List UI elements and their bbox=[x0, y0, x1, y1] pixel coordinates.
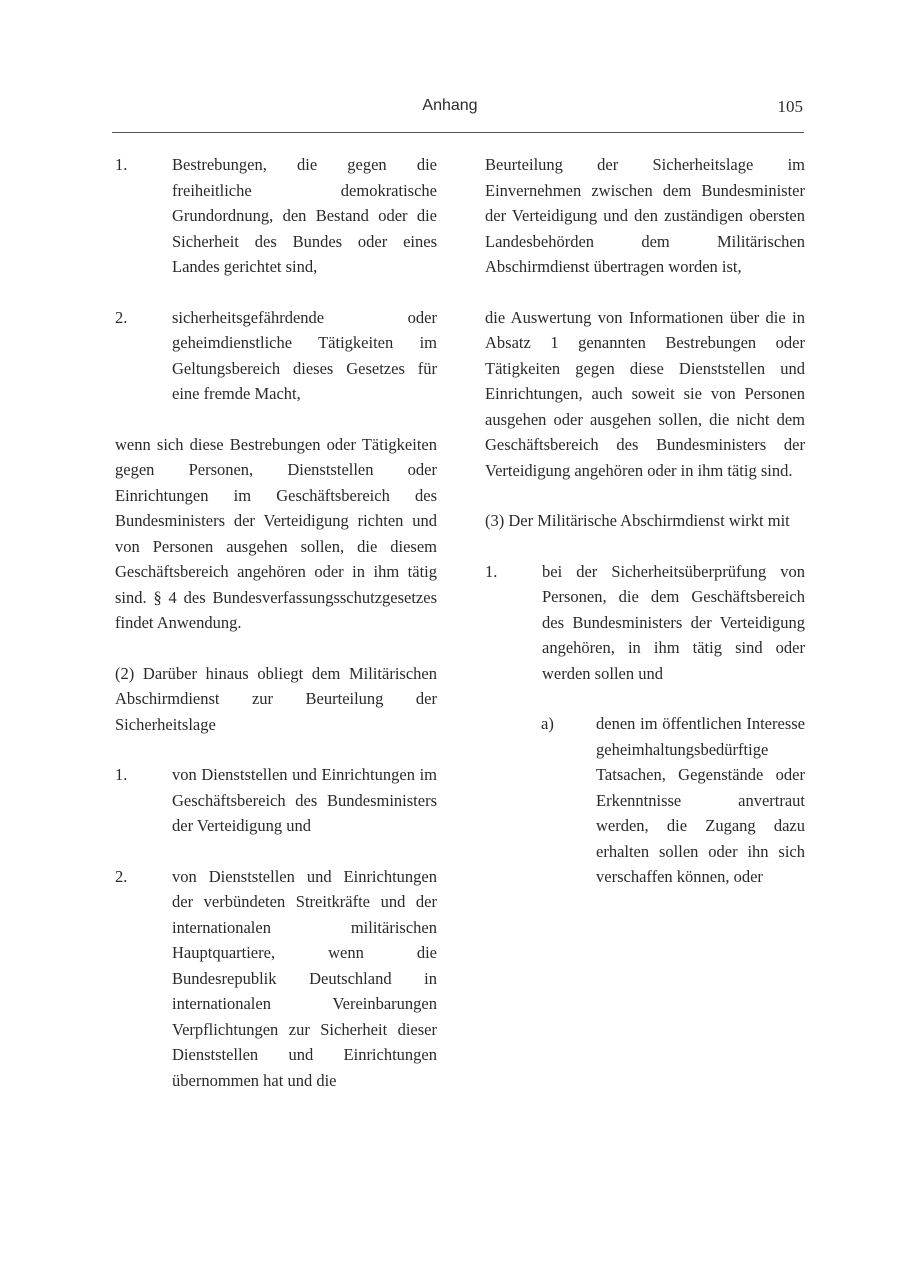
header-rule bbox=[112, 132, 804, 133]
sub-item-label: a) bbox=[541, 714, 554, 733]
left-column bbox=[115, 152, 437, 1118]
item-number: 1. bbox=[485, 561, 498, 581]
right-column bbox=[485, 152, 805, 915]
paragraph: die Auswertung von Informationen über die in Absatz 1 genannten Bestrebungen oder Tätigkeiten gegen diese Dienststellen und Einrichtungen, auch soweit sie von Personen ausgehen oder ausgehen sollen, die nicht dem Geschäftsbereich des Bundesministers der Verteidigung angehören oder in ihm tätig sind. bbox=[485, 307, 805, 480]
list-item bbox=[115, 762, 437, 839]
paragraph: Beurteilung der Sicherheitslage im Einvernehmen zwischen dem Bundesminister der Verteidigung und den zuständigen obersten Landesbehörden dem Militärischen Abschirmdienst übertragen worden ist, bbox=[485, 155, 805, 276]
list-item bbox=[115, 305, 437, 407]
paragraph: (2) Darüber hinaus obliegt dem Militärischen Abschirmdienst zur Beurteilung der Sicherheitslage bbox=[115, 663, 437, 734]
running-header: Anhang bbox=[422, 97, 478, 114]
item-text: von Dienststellen und Einrichtungen der verbündeten Streitkräfte und der internationalen militärischen Hauptquartiere, wenn die Bundesrepublik Deutschland in internationalen Vereinbarungen Verpflichtungen zur Sicherheit dieser Dienststellen und Einrichtungen übernommen hat und die bbox=[172, 866, 437, 1090]
page-number: 105 bbox=[777, 97, 803, 116]
sub-list-item bbox=[541, 711, 805, 890]
item-number: 1. bbox=[115, 765, 128, 784]
item-number: 2. bbox=[115, 866, 128, 886]
item-number: 2. bbox=[115, 307, 128, 327]
item-text: sicherheitsgefährdende oder geheimdienstliche Tätigkeiten im Geltungsbereich dieses Gesetzes für eine fremde Macht, bbox=[172, 307, 437, 403]
list-item bbox=[115, 864, 437, 1094]
sub-item-text: denen im öffentlichen Interesse geheimhaltungsbedürftige Tatsachen, Gegenstände oder Erkenntnisse anvertraut werden, die Zugang dazu erhalten sollen oder ihn sich verschaffen können, oder bbox=[596, 714, 805, 886]
paragraph: wenn sich diese Bestrebungen oder Tätigkeiten gegen Personen, Dienststellen oder Einrichtungen im Geschäftsbereich des Bundesministers der Verteidigung richten und von Personen ausgehen sollen, die diesem Geschäftsbereich angehören oder in ihm tätig sind. § 4 des Bundesverfassungsschutzgesetzes findet Anwendung. bbox=[115, 434, 437, 632]
item-text: von Dienststellen und Einrichtungen im Geschäftsbereich des Bundesministers der Verteidigung und bbox=[172, 765, 437, 835]
paragraph: (3) Der Militärische Abschirmdienst wirkt mit bbox=[485, 511, 790, 530]
item-text: bei der Sicherheitsüberprüfung von Personen, die dem Geschäftsbereich des Bundesministers der Verteidigung angehören, in ihm tätig sind oder werden sollen und bbox=[542, 561, 805, 683]
item-text: Bestrebungen, die gegen die freiheitliche demokratische Grundordnung, den Bestand oder die Sicherheit des Bundes oder eines Landes gerichtet sind, bbox=[172, 155, 437, 276]
list-item bbox=[115, 152, 437, 280]
list-item bbox=[485, 559, 805, 687]
item-number: 1. bbox=[115, 155, 128, 174]
